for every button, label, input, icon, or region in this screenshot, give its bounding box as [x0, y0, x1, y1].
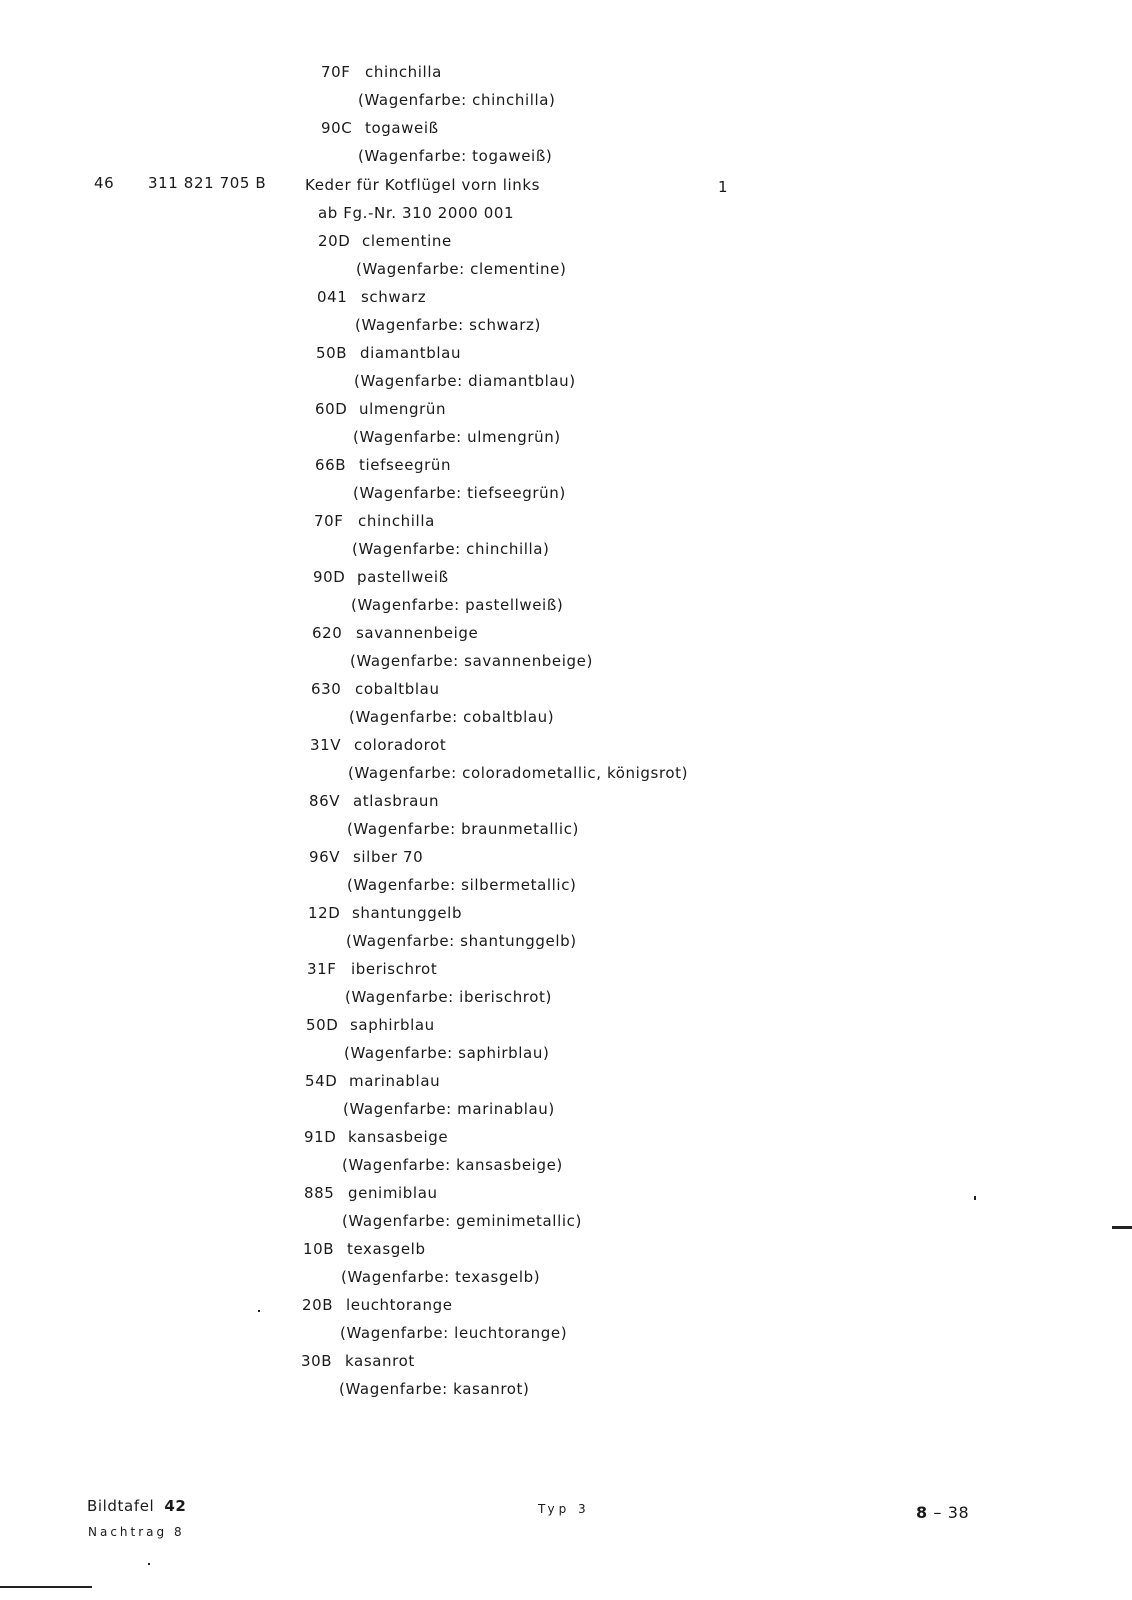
car-color-note: (Wagenfarbe: clementine) [356, 260, 567, 278]
car-color-note: (Wagenfarbe: leuchtorange) [340, 1324, 568, 1342]
car-color-note: (Wagenfarbe: diamantblau) [354, 372, 576, 390]
color-variant [314, 512, 435, 530]
color-name: coloradorot [354, 736, 447, 754]
color-name: chinchilla [365, 63, 442, 81]
car-color-note: (Wagenfarbe: ulmengrün) [353, 428, 561, 446]
color-code: 620 [312, 624, 343, 642]
color-code: 50D [306, 1016, 339, 1034]
color-name: diamantblau [360, 344, 462, 362]
position-number: 46 [94, 174, 115, 192]
color-code: 91D [304, 1128, 337, 1146]
color-variant [316, 344, 461, 362]
color-name: iberischrot [351, 960, 438, 978]
color-name: genimiblau [348, 1184, 438, 1202]
color-name: schwarz [361, 288, 427, 306]
color-code: 90D [313, 568, 346, 586]
scan-mark [0, 1586, 92, 1588]
plate-label: Bildtafel [87, 1497, 155, 1515]
color-name: savannenbeige [356, 624, 479, 642]
car-color-note: (Wagenfarbe: shantunggelb) [346, 932, 577, 950]
color-variant [309, 792, 439, 810]
section-number: 8 [916, 1503, 928, 1522]
page-dash: – [933, 1503, 943, 1522]
color-variant [303, 1240, 426, 1258]
part-number: 311 821 705 B [148, 174, 267, 192]
color-code: 60D [315, 400, 348, 418]
color-variant [305, 1072, 440, 1090]
color-name: saphirblau [350, 1016, 435, 1034]
color-name: togaweiß [365, 119, 439, 137]
color-variant [304, 1184, 438, 1202]
color-code: 31F [307, 960, 337, 978]
color-code: 50B [316, 344, 348, 362]
page-index: 38 [947, 1503, 970, 1522]
color-variant [311, 680, 440, 698]
color-variant [310, 736, 446, 754]
car-color-note: (Wagenfarbe: texasgelb) [341, 1268, 541, 1286]
color-code: 54D [305, 1072, 338, 1090]
car-color-note: (Wagenfarbe: pastellweiß) [351, 596, 564, 614]
color-code: 30B [301, 1352, 333, 1370]
color-code: 630 [311, 680, 342, 698]
color-code: 70F [321, 63, 351, 81]
car-color-note: (Wagenfarbe: silbermetallic) [347, 876, 577, 894]
color-name: tiefseegrün [359, 456, 452, 474]
plate-number: 42 [164, 1497, 187, 1515]
color-variant [307, 960, 437, 978]
car-color-note: (Wagenfarbe: savannenbeige) [350, 652, 593, 670]
color-name: kasanrot [345, 1352, 415, 1370]
page-number [916, 1503, 969, 1522]
part-quantity: 1 [718, 178, 729, 196]
scan-mark [974, 1196, 976, 1200]
color-code: 12D [308, 904, 341, 922]
car-color-note: (Wagenfarbe: cobaltblau) [349, 708, 555, 726]
car-color-note: (Wagenfarbe: saphirblau) [344, 1044, 550, 1062]
color-name: chinchilla [358, 512, 435, 530]
color-variant [302, 1296, 453, 1314]
scan-mark [148, 1563, 150, 1565]
color-code: 70F [314, 512, 344, 530]
car-color-note: (Wagenfarbe: geminimetallic) [342, 1212, 582, 1230]
color-variant [308, 904, 462, 922]
color-variant [313, 568, 449, 586]
color-variant [301, 1352, 415, 1370]
color-code: 90C [321, 119, 353, 137]
color-variant [321, 119, 439, 137]
color-name: ulmengrün [359, 400, 447, 418]
car-color-note: (Wagenfarbe: kansasbeige) [342, 1156, 563, 1174]
vehicle-type: Typ 3 [538, 1502, 590, 1516]
scan-mark [258, 1310, 260, 1312]
color-name: texasgelb [347, 1240, 426, 1258]
car-color-note: (Wagenfarbe: chinchilla) [352, 540, 550, 558]
chassis-number-note: ab Fg.-Nr. 310 2000 001 [318, 204, 515, 222]
car-color-note: (Wagenfarbe: chinchilla) [358, 91, 556, 109]
color-variant [304, 1128, 448, 1146]
color-variant [317, 288, 426, 306]
car-color-note: (Wagenfarbe: braunmetallic) [347, 820, 579, 838]
color-name: silber 70 [353, 848, 424, 866]
color-code: 86V [309, 792, 341, 810]
color-name: pastellweiß [357, 568, 449, 586]
color-code: 20D [318, 232, 351, 250]
car-color-note: (Wagenfarbe: iberischrot) [345, 988, 552, 1006]
color-name: clementine [362, 232, 452, 250]
supplement-label: Nachtrag 8 [88, 1525, 185, 1539]
color-variant [309, 848, 423, 866]
scan-mark [1112, 1226, 1132, 1229]
color-variant [318, 232, 452, 250]
car-color-note: (Wagenfarbe: marinablau) [343, 1100, 555, 1118]
color-name: atlasbraun [353, 792, 440, 810]
color-name: cobaltblau [355, 680, 440, 698]
color-code: 31V [310, 736, 342, 754]
plate-reference [87, 1497, 186, 1515]
color-variant [321, 63, 442, 81]
car-color-note: (Wagenfarbe: kasanrot) [339, 1380, 530, 1398]
color-code: 20B [302, 1296, 334, 1314]
car-color-note: (Wagenfarbe: togaweiß) [358, 147, 553, 165]
color-code: 885 [304, 1184, 335, 1202]
color-name: leuchtorange [346, 1296, 453, 1314]
car-color-note: (Wagenfarbe: coloradometallic, königsrot) [348, 764, 689, 782]
color-name: marinablau [349, 1072, 441, 1090]
car-color-note: (Wagenfarbe: tiefseegrün) [353, 484, 566, 502]
color-code: 10B [303, 1240, 335, 1258]
color-variant [306, 1016, 435, 1034]
part-description: Keder für Kotflügel vorn links [305, 176, 541, 194]
car-color-note: (Wagenfarbe: schwarz) [355, 316, 541, 334]
color-code: 66B [315, 456, 347, 474]
color-code: 96V [309, 848, 341, 866]
color-variant [315, 456, 451, 474]
color-variant [312, 624, 478, 642]
color-name: shantunggelb [352, 904, 463, 922]
color-code: 041 [317, 288, 348, 306]
color-name: kansasbeige [348, 1128, 449, 1146]
color-variant [315, 400, 446, 418]
